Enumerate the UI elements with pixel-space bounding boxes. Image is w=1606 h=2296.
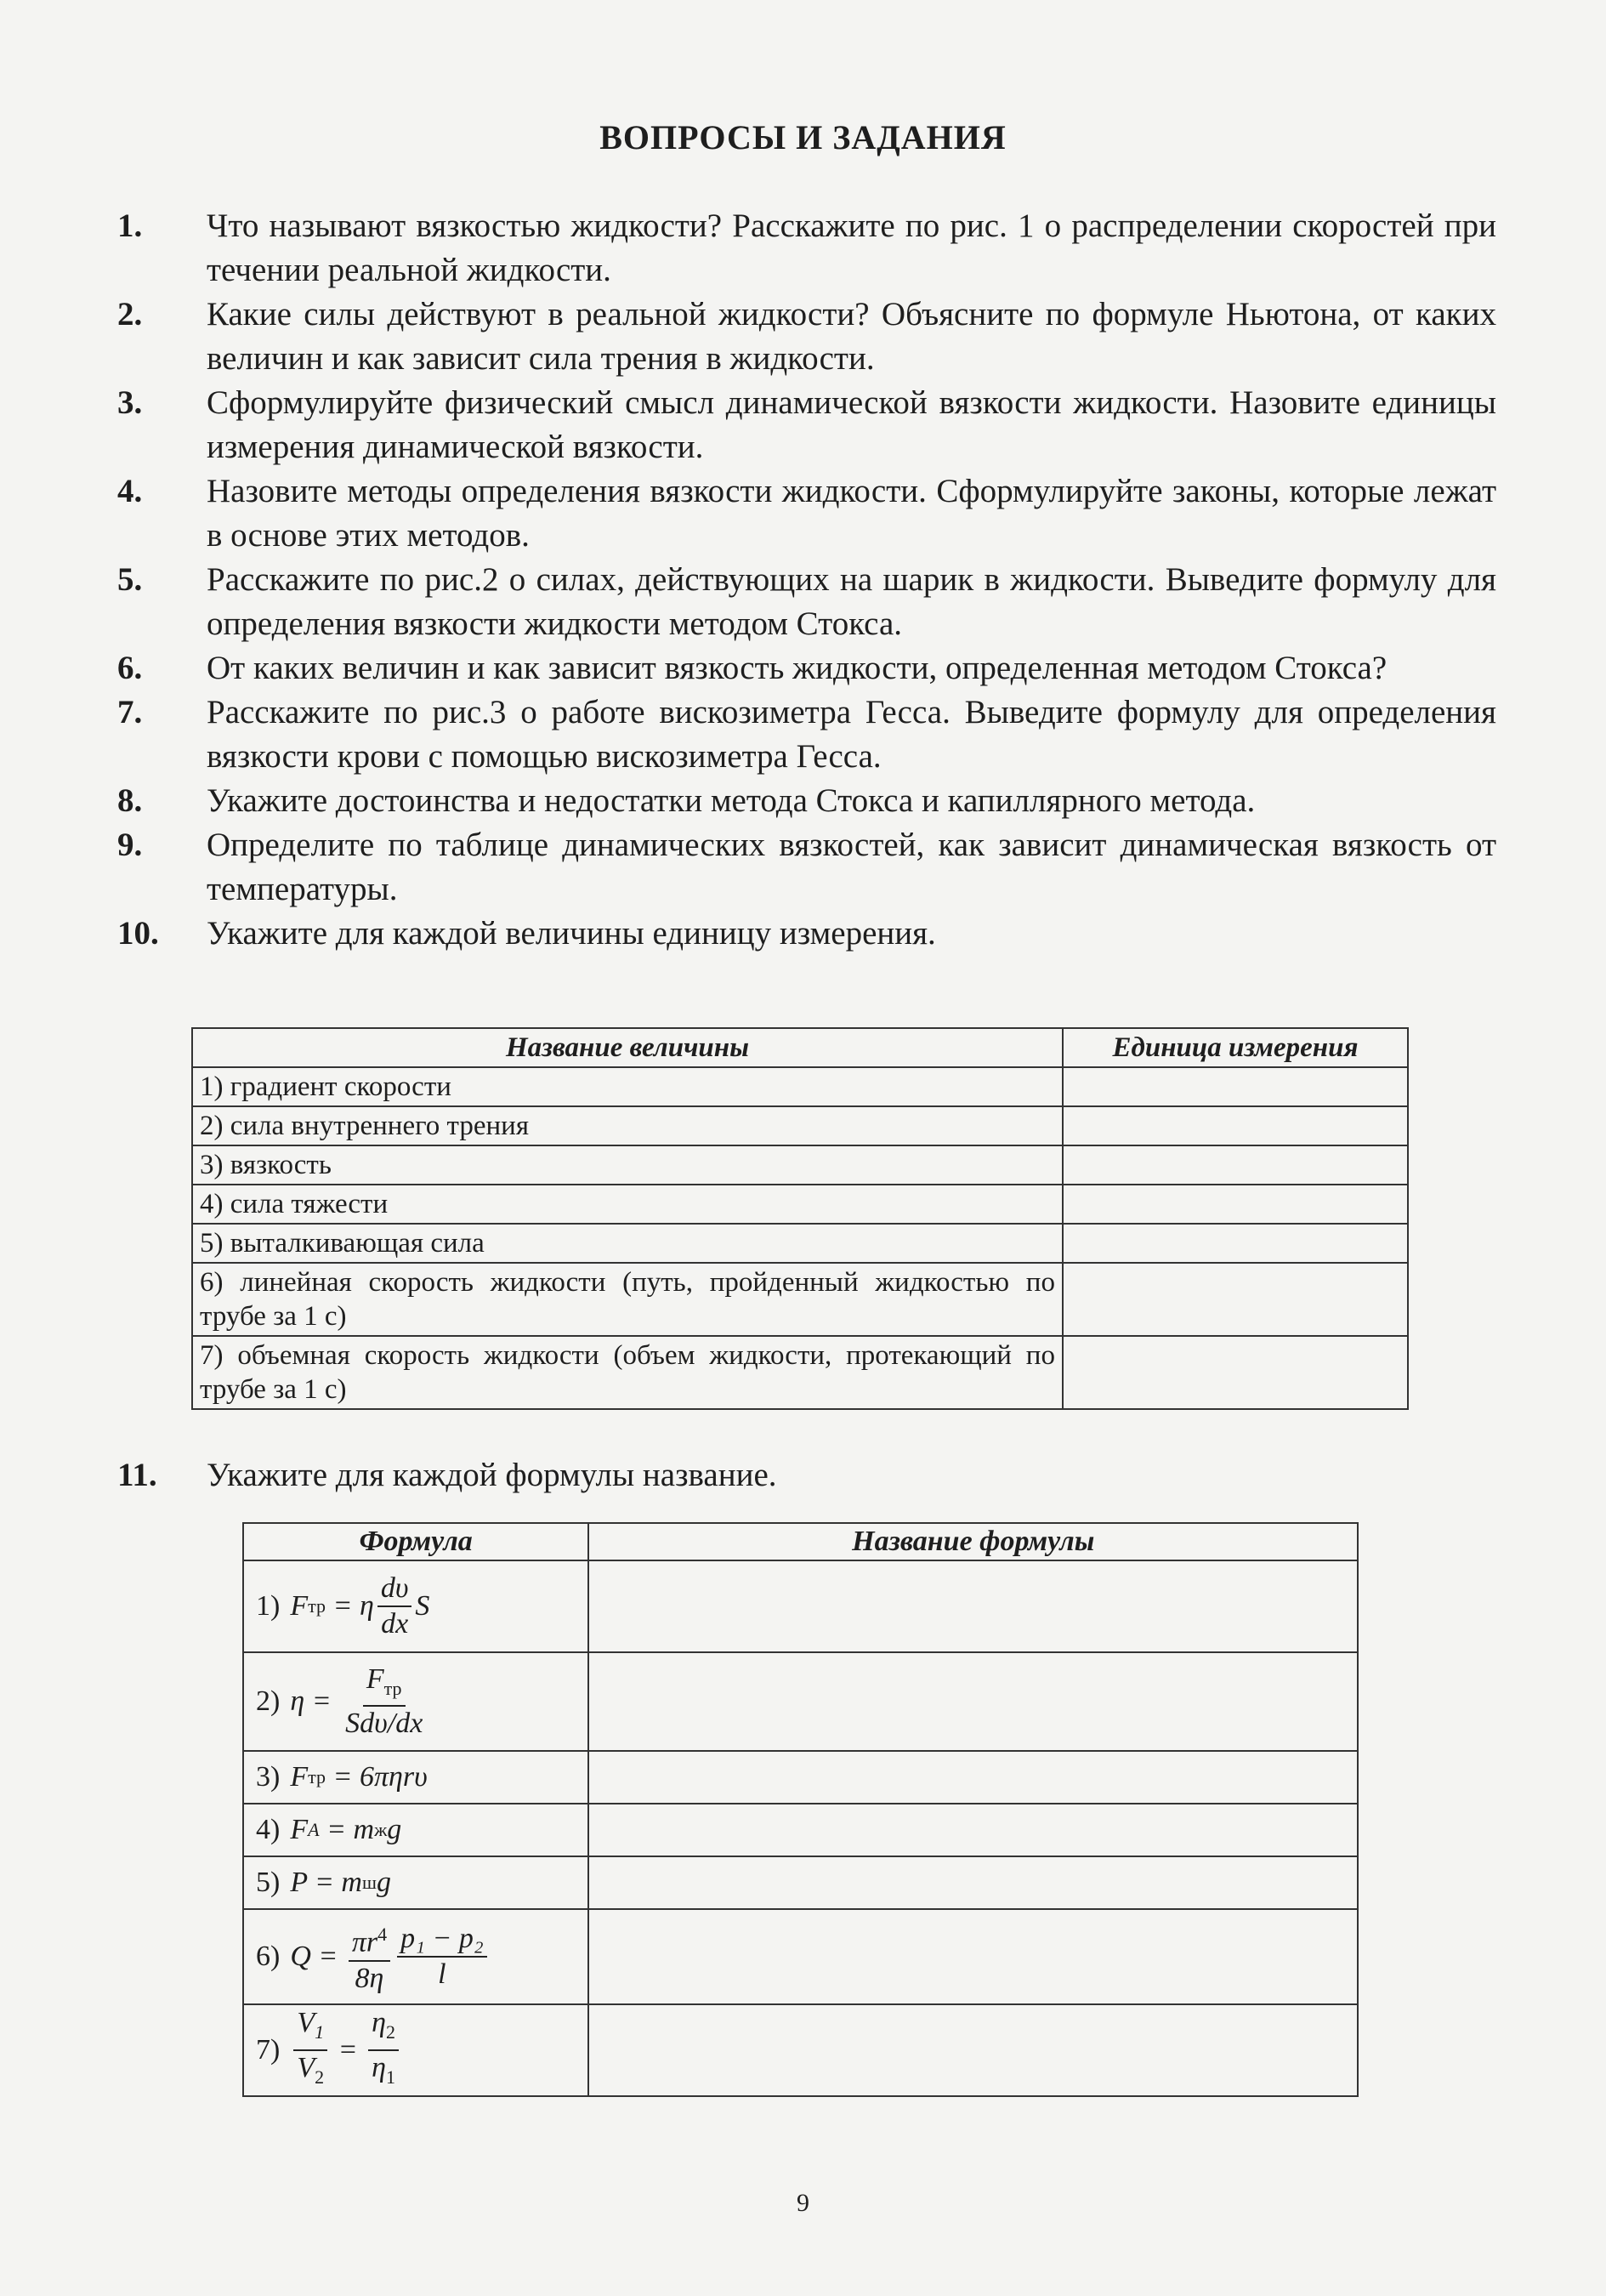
table-row xyxy=(192,1224,1408,1263)
fraction-numerator: p₁ − p₂ xyxy=(397,1922,487,1958)
formula-text: g xyxy=(376,1867,391,1898)
table-row xyxy=(192,1106,1408,1145)
fraction xyxy=(349,1918,390,1995)
formula-index: 1) xyxy=(256,1590,281,1622)
formula-subscript: 2 xyxy=(315,2066,325,2088)
table-row xyxy=(192,1185,1408,1224)
question-number: 9. xyxy=(117,827,143,863)
question-number: 11. xyxy=(117,1457,157,1493)
table-row xyxy=(243,1560,1358,1652)
formula-text: η = xyxy=(290,1685,339,1717)
formula-subscript: ш xyxy=(361,1872,377,1893)
question-item xyxy=(102,823,1496,912)
fraction-numerator: dυ xyxy=(377,1571,412,1607)
fraction-numerator: πr xyxy=(351,1926,378,1958)
formula-symbol: F xyxy=(290,1814,309,1845)
question-text: Расскажите по рис.3 о работе вискозиметра Гесса. Выведите формулу для определения вязкости крови с помощью вискозиметра Гесса. xyxy=(207,694,1496,775)
fraction-denominator: η xyxy=(372,2052,386,2083)
table-header-unit: Единица измерения xyxy=(1063,1028,1408,1067)
formula-text: = 6πηrυ xyxy=(326,1761,428,1793)
table-header-quantity: Название величины xyxy=(192,1028,1063,1067)
question-number: 5. xyxy=(117,561,143,598)
table-row xyxy=(243,2004,1358,2096)
unit-cell xyxy=(1063,1224,1408,1263)
unit-cell xyxy=(1063,1106,1408,1145)
fraction-numerator: η xyxy=(372,2007,386,2039)
question-text: Сформулируйте физический смысл динамической вязкости жидкости. Назовите единицы измерения динамической вязкости. xyxy=(207,384,1496,465)
units-table xyxy=(191,1027,1409,1410)
question-number: 8. xyxy=(117,782,143,819)
quantity-cell: 5) выталкивающая сила xyxy=(192,1224,1063,1263)
question-number: 1. xyxy=(117,207,143,244)
formula-cell xyxy=(243,1909,588,2004)
unit-cell xyxy=(1063,1336,1408,1409)
fraction-denominator: Sdυ/dx xyxy=(345,1708,423,1740)
formula-index: 5) xyxy=(256,1867,281,1898)
table-row xyxy=(243,1751,1358,1804)
unit-cell xyxy=(1063,1067,1408,1106)
formula-symbol: F xyxy=(290,1761,309,1793)
question-item xyxy=(102,691,1496,779)
formula-superscript: 4 xyxy=(377,1924,388,1946)
formula-name-cell xyxy=(588,1560,1358,1652)
quantity-cell: 4) сила тяжести xyxy=(192,1185,1063,1224)
question-text: Расскажите по рис.2 о силах, действующих на шарик в жидкости. Выведите формулу для определения вязкости жидкости методом Стокса. xyxy=(207,561,1496,642)
formula-name-cell xyxy=(588,1804,1358,1856)
unit-cell xyxy=(1063,1263,1408,1336)
question-item xyxy=(102,469,1496,558)
formula-name-cell xyxy=(588,1652,1358,1751)
formula-index: 7) xyxy=(256,2034,281,2066)
formula-cell xyxy=(243,2004,588,2096)
formula-text: = xyxy=(331,2034,366,2066)
formula-text: S xyxy=(415,1590,430,1622)
formula-cell xyxy=(243,1804,588,1856)
question-number: 6. xyxy=(117,650,143,686)
formula-cell xyxy=(243,1751,588,1804)
formula-name-cell xyxy=(588,1856,1358,1909)
question-item xyxy=(102,912,1496,956)
question-item xyxy=(102,558,1496,646)
question-text: Укажите для каждой величины единицу измерения. xyxy=(207,915,936,952)
formula-subscript: тр xyxy=(383,1677,402,1699)
fraction-numerator: F xyxy=(366,1662,384,1695)
formula-subscript: A xyxy=(308,1819,320,1840)
question-number: 3. xyxy=(117,384,143,421)
formula-symbol: F xyxy=(290,1590,309,1622)
formula-subscript: 2 xyxy=(385,2021,395,2043)
question-number: 4. xyxy=(117,473,143,509)
formula-text: g xyxy=(387,1814,402,1845)
question-text: Назовите методы определения вязкости жидкости. Сформулируйте законы, которые лежат в основе этих методов. xyxy=(207,473,1496,554)
table-header-formula-name: Название формулы xyxy=(588,1523,1358,1560)
formula-subscript: тр xyxy=(308,1595,326,1617)
formula-text: = m xyxy=(319,1814,375,1845)
fraction-denominator: V xyxy=(297,2052,315,2083)
formula-name-cell xyxy=(588,1751,1358,1804)
fraction xyxy=(368,2006,399,2094)
quantity-cell: 1) градиент скорости xyxy=(192,1067,1063,1106)
table-row xyxy=(192,1145,1408,1185)
question-item xyxy=(102,646,1496,691)
unit-cell xyxy=(1063,1145,1408,1185)
table-row xyxy=(192,1263,1408,1336)
formulas-table xyxy=(242,1522,1359,2097)
table-row xyxy=(243,1652,1358,1751)
question-number: 7. xyxy=(117,694,143,730)
table-header-formula: Формула xyxy=(243,1523,588,1560)
formula-name-cell xyxy=(588,2004,1358,2096)
question-text: Укажите достоинства и недостатки метода Стокса и капиллярного метода. xyxy=(207,782,1256,819)
question-number: 2. xyxy=(117,296,143,332)
quantity-cell: 7) объемная скорость жидкости (объем жидкости, протекающий по трубе за 1 с) xyxy=(192,1336,1063,1409)
table-row xyxy=(243,1909,1358,2004)
formula-text: = η xyxy=(326,1590,374,1622)
fraction xyxy=(293,2006,327,2094)
formula-index: 6) xyxy=(256,1940,281,1972)
fraction xyxy=(397,1922,487,1992)
fraction-denominator: l xyxy=(438,1958,446,1990)
table-row xyxy=(192,1067,1408,1106)
question-text: Определите по таблице динамических вязкостей, как зависит динамическая вязкость от температуры. xyxy=(207,827,1496,907)
quantity-cell: 2) сила внутреннего трения xyxy=(192,1106,1063,1145)
quantity-cell: 6) линейная скорость жидкости (путь, пройденный жидкостью по трубе за 1 с) xyxy=(192,1263,1063,1336)
question-item xyxy=(102,1456,777,1494)
fraction-denominator: 8η xyxy=(355,1962,384,1994)
formula-name-cell xyxy=(588,1909,1358,2004)
question-item xyxy=(102,293,1496,381)
formula-subscript: 1 xyxy=(315,2021,325,2043)
question-text: Что называют вязкостью жидкости? Расскажите по рис. 1 о распределении скоростей при течении реальной жидкости. xyxy=(207,207,1496,288)
formula-index: 3) xyxy=(256,1761,281,1793)
unit-cell xyxy=(1063,1185,1408,1224)
question-item xyxy=(102,381,1496,469)
formula-subscript: 1 xyxy=(385,2066,395,2088)
formula-cell xyxy=(243,1560,588,1652)
questions-list xyxy=(102,204,1496,956)
formula-index: 4) xyxy=(256,1814,281,1845)
table-row xyxy=(243,1856,1358,1909)
question-item xyxy=(102,779,1496,823)
quantity-cell: 3) вязкость xyxy=(192,1145,1063,1185)
question-text: Укажите для каждой формулы название. xyxy=(207,1457,777,1493)
fraction xyxy=(377,1571,412,1641)
question-item xyxy=(102,204,1496,293)
formula-text: Q = xyxy=(290,1940,345,1972)
formula-index: 2) xyxy=(256,1685,281,1717)
fraction xyxy=(342,1662,426,1742)
question-number: 10. xyxy=(117,915,159,952)
formula-subscript: тр xyxy=(308,1766,326,1787)
formula-subscript: ж xyxy=(374,1819,388,1840)
formula-cell xyxy=(243,1652,588,1751)
question-text: Какие силы действуют в реальной жидкости? Объясните по формуле Ньютона, от каких величин и как зависит сила трения в жидкости. xyxy=(207,296,1496,377)
page-title: ВОПРОСЫ И ЗАДАНИЯ xyxy=(599,118,1007,156)
question-text: От каких величин и как зависит вязкость жидкости, определенная методом Стокса? xyxy=(207,650,1388,686)
fraction-numerator: V xyxy=(297,2007,315,2039)
fraction-denominator: dx xyxy=(381,1608,409,1640)
formula-text: P = m xyxy=(290,1867,362,1898)
table-row xyxy=(192,1336,1408,1409)
table-row xyxy=(243,1804,1358,1856)
page-number: 9 xyxy=(797,2189,809,2217)
formula-cell xyxy=(243,1856,588,1909)
